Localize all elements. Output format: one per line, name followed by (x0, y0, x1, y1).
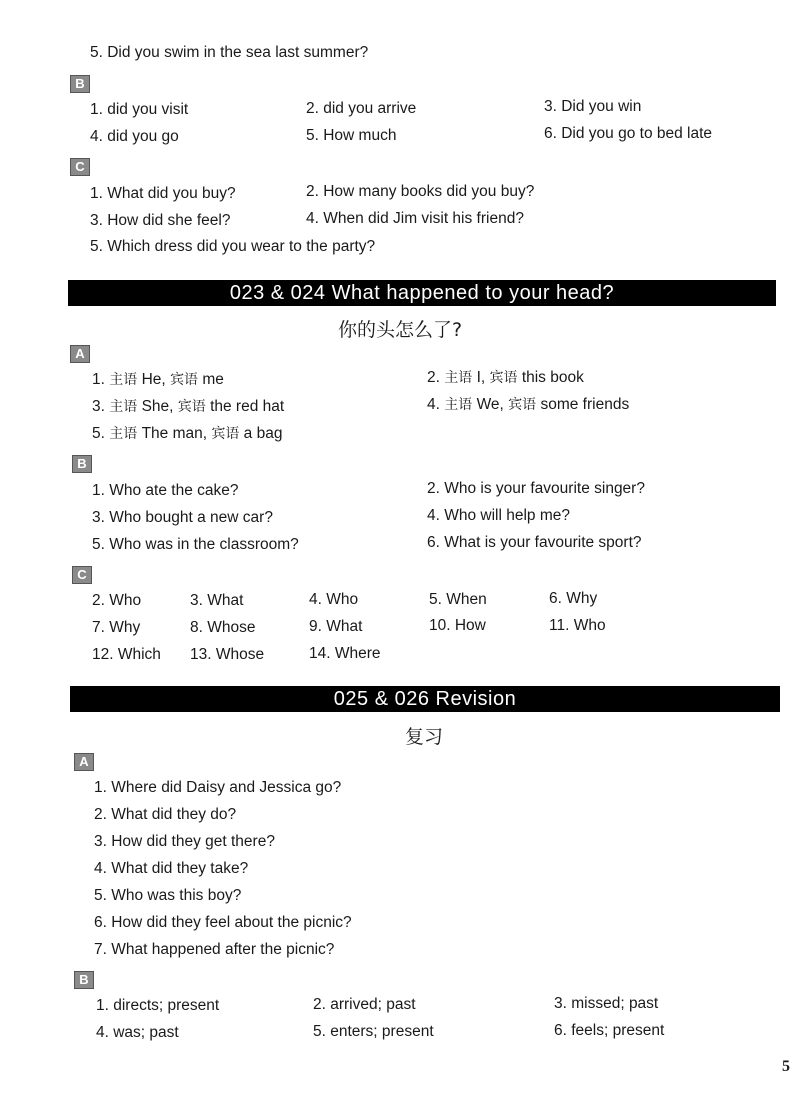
answer-item: 2. How many books did you buy? (306, 183, 535, 200)
section-c-badge: C (72, 566, 92, 584)
answer-item: 3. Who bought a new car? (92, 509, 273, 526)
answer-item: 4. Who will help me? (427, 507, 571, 524)
answer-item: 4. did you go (90, 128, 179, 145)
answer-item: 5. 主语 The man, 宾语 a bag (92, 425, 283, 442)
answer-item: 1. What did you buy? (90, 185, 236, 202)
answer-item: 1. directs; present (96, 997, 220, 1014)
answer-item: 4. When did Jim visit his friend? (306, 210, 524, 227)
answer-item: 6. Why (549, 590, 598, 607)
answer-item: 6. Did you go to bed late (544, 125, 713, 142)
answer-item: 6. feels; present (554, 1022, 665, 1039)
answer-item: 5. How much (306, 127, 397, 144)
answer-item: 4. Who (309, 591, 359, 608)
answer-item: 6. How did they feel about the picnic? (94, 914, 352, 931)
answer-item: 9. What (309, 618, 363, 635)
section-a-badge: A (70, 345, 90, 363)
answer-item: 2. 主语 I, 宾语 this book (427, 369, 584, 386)
answer-item: 11. Who (549, 617, 606, 634)
answer-item: 14. Where (309, 645, 381, 662)
answer-item: 1. Where did Daisy and Jessica go? (94, 779, 342, 796)
answer-item: 3. 主语 She, 宾语 the red hat (92, 398, 285, 415)
answer-item: 4. What did they take? (94, 860, 249, 877)
answer-item: 2. did you arrive (306, 100, 417, 117)
answer-item: 8. Whose (190, 619, 256, 636)
page-number: 5 (782, 1058, 790, 1075)
answer-item: 4. was; past (96, 1024, 179, 1041)
section-subtitle: 你的头怎么了? (337, 319, 463, 341)
answer-item: 5. enters; present (313, 1023, 434, 1040)
answer-item: 3. How did she feel? (90, 212, 231, 229)
answer-item: 5. When (429, 591, 487, 608)
answer-item: 5. Who was in the classroom? (92, 536, 299, 553)
answer-item: 3. missed; past (554, 995, 659, 1012)
answer-item: 3. What (190, 592, 244, 609)
answer-item: 3. Did you win (544, 98, 642, 115)
answer-item: 5. Which dress did you wear to the party? (90, 238, 376, 255)
answer-item: 12. Which (92, 646, 161, 663)
section-b-badge: B (74, 971, 94, 989)
answer-item: 1. did you visit (90, 101, 189, 118)
question-5: 5. Did you swim in the sea last summer? (90, 44, 369, 61)
answer-item: 2. Who is your favourite singer? (427, 480, 645, 497)
answer-item: 13. Whose (190, 646, 265, 663)
answer-item: 6. What is your favourite sport? (427, 534, 642, 551)
answer-item: 10. How (429, 617, 486, 634)
answer-item: 2. arrived; past (313, 996, 416, 1013)
section-subtitle: 复习 (404, 726, 443, 748)
answer-item: 1. 主语 He, 宾语 me (92, 371, 224, 388)
section-title-bar: 025 & 026 Revision (70, 686, 780, 712)
answer-item: 5. Who was this boy? (94, 887, 242, 904)
section-b-badge: B (72, 455, 92, 473)
section-title-bar: 023 & 024 What happened to your head? (68, 280, 776, 306)
answer-item: 7. What happened after the picnic? (94, 941, 335, 958)
answer-item: 4. 主语 We, 宾语 some friends (427, 396, 630, 413)
section-c-badge: C (70, 158, 90, 176)
answer-item: 1. Who ate the cake? (92, 482, 239, 499)
section-b-badge: B (70, 75, 90, 93)
answer-item: 3. How did they get there? (94, 833, 275, 850)
answer-item: 2. What did they do? (94, 806, 237, 823)
answer-item: 7. Why (92, 619, 141, 636)
answer-item: 2. Who (92, 592, 142, 609)
section-a-badge: A (74, 753, 94, 771)
